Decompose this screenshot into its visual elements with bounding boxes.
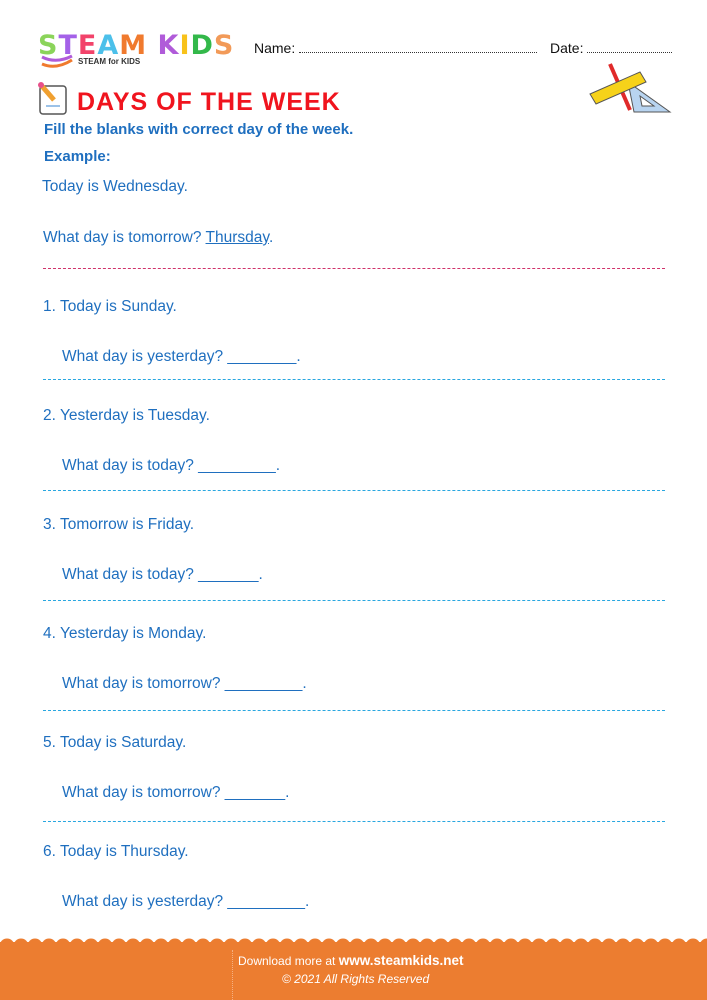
example-question <box>43 229 273 247</box>
example-divider <box>43 268 665 269</box>
divider <box>43 821 665 822</box>
question-5-statement: 5. Today is Saturday. <box>43 734 187 751</box>
question-2-statement: 2. Yesterday is Tuesday. <box>43 407 210 424</box>
download-prefix: Download more at <box>238 954 336 968</box>
logo-swoosh-icon <box>40 54 76 70</box>
footer-download <box>238 953 464 968</box>
date-label: Date: <box>550 40 584 56</box>
question-1-statement: 1. Today is Sunday. <box>43 298 177 315</box>
question-3-blank[interactable]: What day is today? _______. <box>62 566 263 583</box>
divider <box>43 490 665 491</box>
question-5-blank[interactable]: What day is tomorrow? _______. <box>62 784 290 801</box>
question-1-blank[interactable]: What day is yesterday? ________. <box>62 348 301 365</box>
example-end: . <box>269 229 274 246</box>
steam-kids-logo: STEAM KIDS <box>38 30 235 61</box>
name-field[interactable] <box>254 40 537 56</box>
date-field[interactable] <box>550 40 672 56</box>
example-statement: Today is Wednesday. <box>42 178 188 195</box>
divider <box>43 710 665 711</box>
question-6-statement: 6. Today is Thursday. <box>43 843 189 860</box>
question-6-blank[interactable]: What day is yesterday? _________. <box>62 893 310 910</box>
question-2-blank[interactable]: What day is today? _________. <box>62 457 281 474</box>
example-answer: Thursday <box>205 229 269 246</box>
question-3-statement: 3. Tomorrow is Friday. <box>43 516 195 533</box>
question-4-statement: 4. Yesterday is Monday. <box>43 625 207 642</box>
date-blank[interactable] <box>587 40 672 53</box>
footer <box>0 942 707 1000</box>
copyright: © 2021 All Rights Reserved <box>282 972 430 986</box>
divider <box>43 600 665 601</box>
example-label: Example: <box>44 148 111 165</box>
logo-subtitle: STEAM for KIDS <box>78 57 141 66</box>
page-title: DAYS OF THE WEEK <box>77 88 341 116</box>
ruler-pencil-icon <box>588 62 674 114</box>
name-label: Name: <box>254 40 296 56</box>
site-link[interactable]: www.steamkids.net <box>338 953 464 968</box>
name-blank[interactable] <box>299 40 537 53</box>
footer-divider <box>232 950 233 1000</box>
instruction: Fill the blanks with correct day of the week. <box>44 121 354 138</box>
example-question-text: What day is tomorrow? <box>43 229 202 246</box>
worksheet-pencil-icon <box>36 80 72 118</box>
question-4-blank[interactable]: What day is tomorrow? _________. <box>62 675 307 692</box>
divider <box>43 379 665 380</box>
